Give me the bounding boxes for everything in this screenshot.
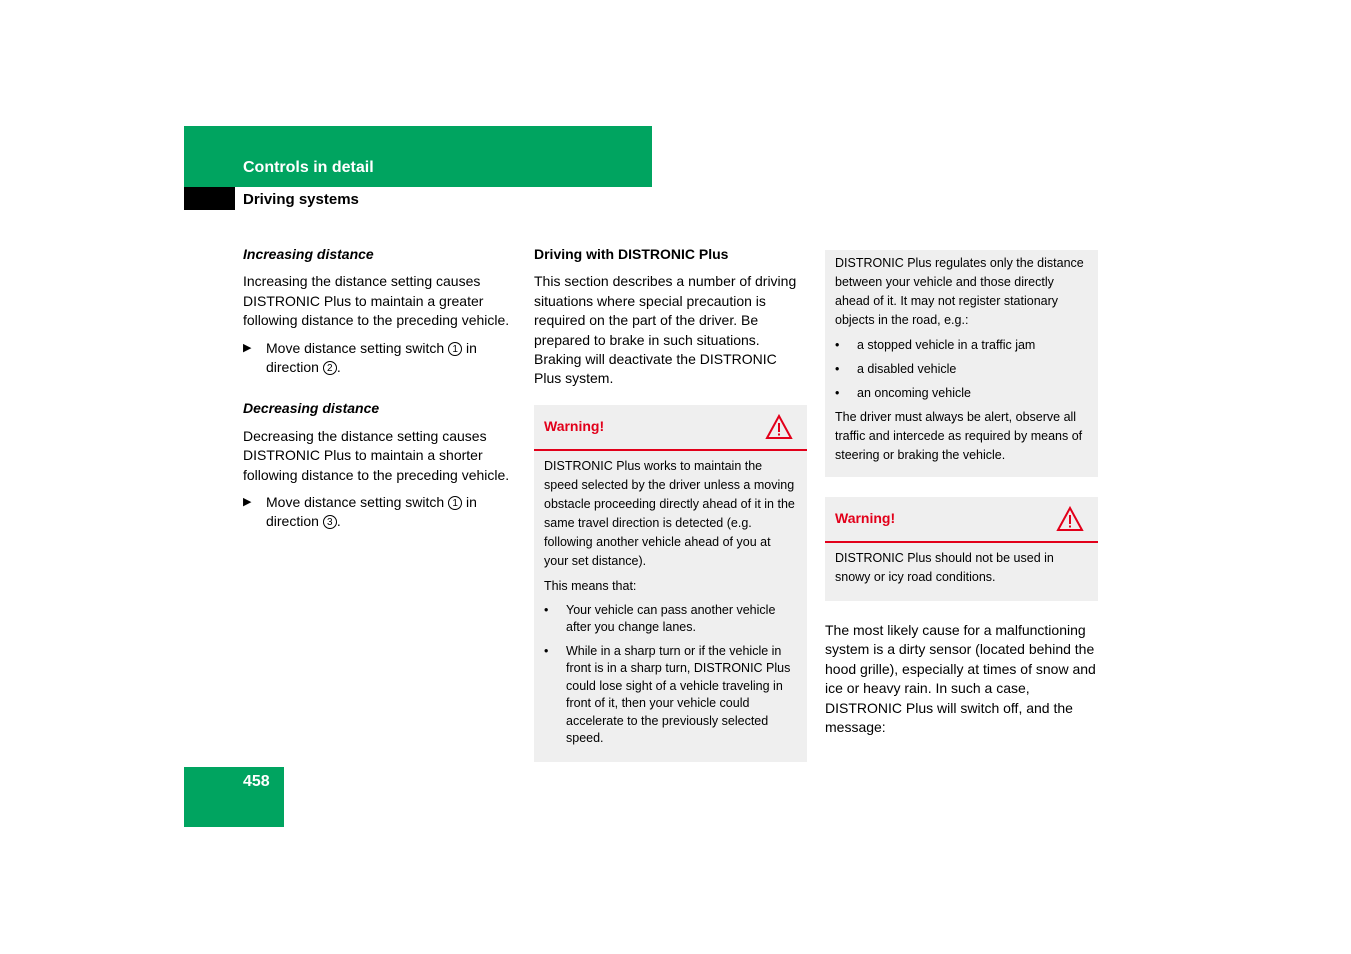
callout-number: 1: [448, 496, 462, 510]
step-text: Move distance setting switch: [266, 339, 445, 356]
increasing-distance-heading: Increasing distance: [243, 246, 374, 262]
decreasing-distance-text: Decreasing the distance setting causes DISTRONIC Plus to maintain a shorter following distance to the preceding vehicle.: [243, 427, 510, 483]
list-item-text: Your vehicle can pass another vehicle after you change lanes.: [566, 602, 776, 635]
page-number: 458: [243, 773, 270, 790]
decreasing-step: [243, 493, 515, 532]
subsection-title: Driving systems: [243, 191, 359, 208]
step-text: .: [336, 513, 341, 530]
triangle-right-icon: ▶: [243, 341, 252, 354]
warning-header: [825, 497, 1098, 543]
list-item-text: While in a sharp turn or if the vehicle in front is in a sharp turn, DISTRONIC Plus could lose sight of a vehicle traveling in front of it, then your vehicle could accelerate to the previously selected speed.: [566, 643, 791, 746]
triangle-right-icon: ▶: [243, 496, 252, 509]
bullet-dot-icon: •: [544, 643, 549, 658]
warning-body: [534, 451, 807, 762]
info-outro: The driver must always be alert, observe all traffic and intercede as required by means of steering or braking the vehicle.: [835, 410, 1083, 462]
warning-header: [534, 405, 807, 451]
list-item: [835, 336, 1088, 355]
warning-body: [825, 543, 1098, 601]
warning-triangle-icon: [1056, 506, 1084, 532]
bullet-dot-icon: •: [835, 386, 840, 400]
step-text: in direction: [266, 494, 477, 530]
section-title: Controls in detail: [243, 159, 374, 176]
warning-label: Warning!: [544, 417, 605, 434]
distronic-intro: This section describes a number of driving situations where special precaution is required on the part of the driver. Be prepared to brake in such situations. Braking will deactivate the DISTRONIC Plus system.: [534, 273, 797, 387]
callout-number: 1: [448, 342, 462, 356]
warning-text: DISTRONIC Plus works to maintain the speed selected by the driver unless a moving obstacle proceeding directly ahead of it in the same travel direction is detected (e.g. following another vehicle ahead of you at your set distance).: [544, 458, 795, 568]
warning-label: Warning!: [835, 510, 896, 526]
list-item-text: an oncoming vehicle: [857, 386, 971, 400]
increasing-step: [243, 339, 515, 378]
closing-paragraph: The most likely cause for a malfunctioning system is a dirty sensor (located behind the hood grille), especially at times of snow and ice or heavy rain. In such a case, DISTRONIC Plus will switch off, and the message:: [825, 622, 1096, 736]
column-middle: [534, 245, 807, 762]
list-item-text: a stopped vehicle in a traffic jam: [857, 338, 1036, 352]
step-text: in direction: [266, 339, 477, 376]
step-text: Move distance setting switch: [266, 494, 445, 511]
warning-means: This means that:: [544, 578, 637, 593]
section-marker: [184, 187, 235, 210]
warning-text: DISTRONIC Plus should not be used in snowy or icy road conditions.: [835, 551, 1054, 584]
callout-number: 3: [323, 515, 337, 529]
warning-triangle-icon: [765, 414, 793, 440]
list-item: [835, 384, 1088, 403]
callout-number: 2: [323, 361, 337, 375]
header-band: [184, 126, 652, 187]
decreasing-distance-heading: Decreasing distance: [243, 400, 380, 417]
distronic-heading: Driving with DISTRONIC Plus: [534, 246, 729, 262]
list-item: [835, 360, 1088, 379]
bullet-dot-icon: •: [544, 602, 549, 617]
bullet-dot-icon: •: [835, 362, 840, 376]
list-item-text: a disabled vehicle: [857, 362, 957, 376]
column-right: [825, 250, 1098, 745]
step-text: .: [336, 359, 341, 376]
info-intro: DISTRONIC Plus regulates only the distance between your vehicle and those directly ahead of it. It may not register stationary objects in the road, e.g.:: [835, 256, 1084, 327]
list-item: [544, 643, 797, 748]
bullet-dot-icon: •: [835, 338, 840, 352]
warning-box: [825, 497, 1098, 601]
warning-box: [534, 405, 807, 762]
column-left: [243, 245, 515, 554]
increasing-distance-text: Increasing the distance setting causes DISTRONIC Plus to maintain a greater following distance to the preceding vehicle.: [243, 273, 510, 329]
list-item: [544, 602, 797, 637]
info-box: [825, 250, 1098, 477]
